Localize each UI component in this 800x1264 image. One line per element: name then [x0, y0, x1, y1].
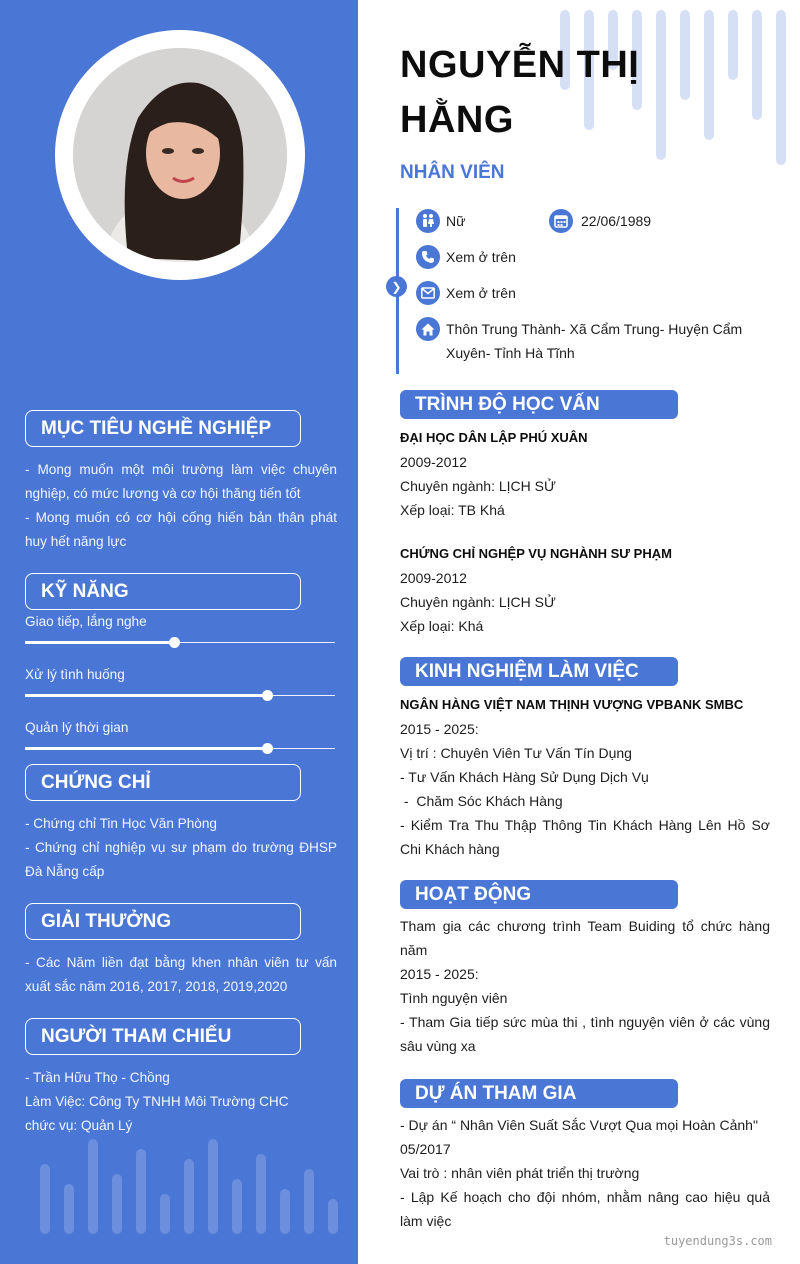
- career-goal-title: MỤC TIÊU NGHỀ NGHIỆP: [25, 410, 301, 447]
- projects-title: DỰ ÁN THAM GIA: [400, 1079, 678, 1108]
- email-value: Xem ở trên: [446, 285, 516, 301]
- skill-bar-handle: [262, 743, 273, 754]
- certificates-title: CHỨNG CHỈ: [25, 764, 301, 801]
- phone-icon: [416, 245, 440, 269]
- candidate-name: [400, 38, 639, 148]
- education-major: Chuyên ngành: LỊCH SỬ: [400, 478, 556, 494]
- email-icon: [416, 281, 440, 305]
- skills-title: KỸ NĂNG: [25, 573, 301, 610]
- activities-title: HOẠT ĐỘNG: [400, 880, 678, 909]
- skill-bar-fill: [25, 694, 267, 697]
- name-line: NGUYỄN THỊ: [400, 44, 640, 86]
- experience-title: KINH NGHIỆM LÀM VIỆC: [400, 657, 678, 686]
- projects-section: [400, 1079, 770, 1233]
- project-line: Vai trò : nhân viên phát triển thị trường: [400, 1165, 640, 1181]
- education-grade: Xếp loại: TB Khá: [400, 502, 505, 518]
- activity-line: - Tham Gia tiếp sức mùa thi , tình nguyện viên ở các vùng sâu vùng xa: [400, 1014, 770, 1054]
- skills-section: [25, 573, 337, 756]
- references-section: [25, 1018, 337, 1138]
- activity-line: 2015 - 2025:: [400, 966, 479, 982]
- gender-icon: [416, 209, 440, 233]
- award-line: - Các Năm liền đạt bằng khen nhân viên tư vấn xuất sắc năm 2016, 2017, 2018, 2019,2020: [25, 955, 337, 994]
- activity-line: Tham gia các chương trình Team Buiding tổ chức hàng năm: [400, 918, 770, 958]
- career-goal-line: - Mong muốn có cơ hội cống hiến bản thân phát huy hết năng lực: [25, 510, 337, 549]
- skill-item: [25, 612, 337, 650]
- avatar: [55, 30, 305, 280]
- references-title: NGƯỜI THAM CHIẾU: [25, 1018, 301, 1055]
- skill-bar-handle: [262, 690, 273, 701]
- job-title: NHÂN VIÊN: [400, 162, 505, 183]
- skill-label: Xử lý tình huống: [25, 667, 125, 682]
- gender-value: Nữ: [446, 213, 466, 229]
- certificates-section: [25, 764, 337, 884]
- project-line: 05/2017: [400, 1141, 451, 1157]
- education-section: [400, 390, 770, 638]
- name-line: HẰNG: [400, 99, 514, 141]
- address-value: Thôn Trung Thành- Xã Cẩm Trung- Huyện Cẩm Xuyên- Tỉnh Hà Tĩnh: [446, 321, 743, 361]
- education-grade: Xếp loại: Khá: [400, 618, 484, 634]
- chevron-right-icon[interactable]: ❯: [386, 276, 407, 297]
- skill-bar: [25, 689, 337, 703]
- career-goal-section: [25, 410, 337, 554]
- contact-birthday: [549, 209, 651, 233]
- education-period: 2009-2012: [400, 570, 467, 586]
- calendar-icon: [549, 209, 573, 233]
- skill-bar-handle: [169, 637, 180, 648]
- skill-bar: [25, 742, 337, 756]
- education-school-name: CHỨNG CHỈ NGHỆP VỤ NGHÀNH SƯ PHẠM: [400, 546, 672, 561]
- skill-bar-fill: [25, 641, 174, 644]
- experience-section: [400, 657, 770, 861]
- sidebar: [0, 0, 358, 1264]
- activities-section: [400, 880, 770, 1058]
- project-line: - Lập Kế hoạch cho đội nhóm, nhằm nâng cao hiệu quả làm việc: [400, 1189, 770, 1229]
- skill-bar-fill: [25, 747, 267, 750]
- skill-label: Quản lý thời gian: [25, 720, 129, 735]
- contact-email: [416, 281, 516, 305]
- experience-line: - Tư Vấn Khách Hàng Sử Dụng Dịch Vụ: [400, 769, 649, 785]
- contact-gender: [416, 209, 465, 233]
- sidebar-decoration: [40, 1139, 338, 1234]
- experience-line: - Kiểm Tra Thu Thập Thông Tin Khách Hàng Lên Hồ Sơ Chi Khách hàng: [400, 817, 770, 857]
- skill-item: [25, 718, 337, 756]
- certificate-line: - Chứng chỉ Tin Học Văn Phòng: [25, 816, 217, 831]
- phone-value: Xem ở trên: [446, 249, 516, 265]
- project-line: - Dự án “ Nhân Viên Suất Sắc Vượt Qua mọi Hoàn Cảnh": [400, 1117, 758, 1133]
- education-title: TRÌNH ĐỘ HỌC VẤN: [400, 390, 678, 419]
- reference-line: Làm Việc: Công Ty TNHH Môi Trường CHC: [25, 1094, 289, 1109]
- education-major: Chuyên ngành: LỊCH SỬ: [400, 594, 556, 610]
- activity-line: Tình nguyện viên: [400, 990, 508, 1006]
- experience-line: - Chăm Sóc Khách Hàng: [400, 793, 563, 809]
- education-period: 2009-2012: [400, 454, 467, 470]
- skill-item: [25, 665, 337, 703]
- awards-title: GIẢI THƯỞNG: [25, 903, 301, 940]
- experience-line: Vị trí : Chuyên Viên Tư Vấn Tín Dụng: [400, 745, 632, 761]
- experience-line: 2015 - 2025:: [400, 721, 479, 737]
- reference-line: - Trần Hữu Thọ - Chồng: [25, 1070, 170, 1085]
- awards-section: [25, 903, 337, 999]
- watermark: tuyendung3s.com: [663, 1234, 772, 1248]
- contact-phone: [416, 245, 516, 269]
- skill-bar: [25, 636, 337, 650]
- contact-address: [416, 317, 756, 365]
- home-icon: [416, 317, 440, 341]
- education-school-name: ĐẠI HỌC DÂN LẬP PHÚ XUÂN: [400, 430, 588, 445]
- certificate-line: - Chứng chỉ nghiệp vụ sư phạm do trường ĐHSP Đà Nẵng cấp: [25, 840, 337, 879]
- birthday-value: 22/06/1989: [581, 213, 652, 229]
- experience-company: NGÂN HÀNG VIỆT NAM THỊNH VƯỢNG VPBANK SMBC: [400, 697, 744, 712]
- career-goal-line: - Mong muốn một môi trường làm việc chuyên nghiệp, có mức lương và cơ hội thăng tiến tốt: [25, 462, 337, 501]
- skill-label: Giao tiếp, lắng nghe: [25, 614, 147, 629]
- profile-photo: [73, 48, 287, 262]
- reference-line: chức vụ: Quản Lý: [25, 1118, 133, 1133]
